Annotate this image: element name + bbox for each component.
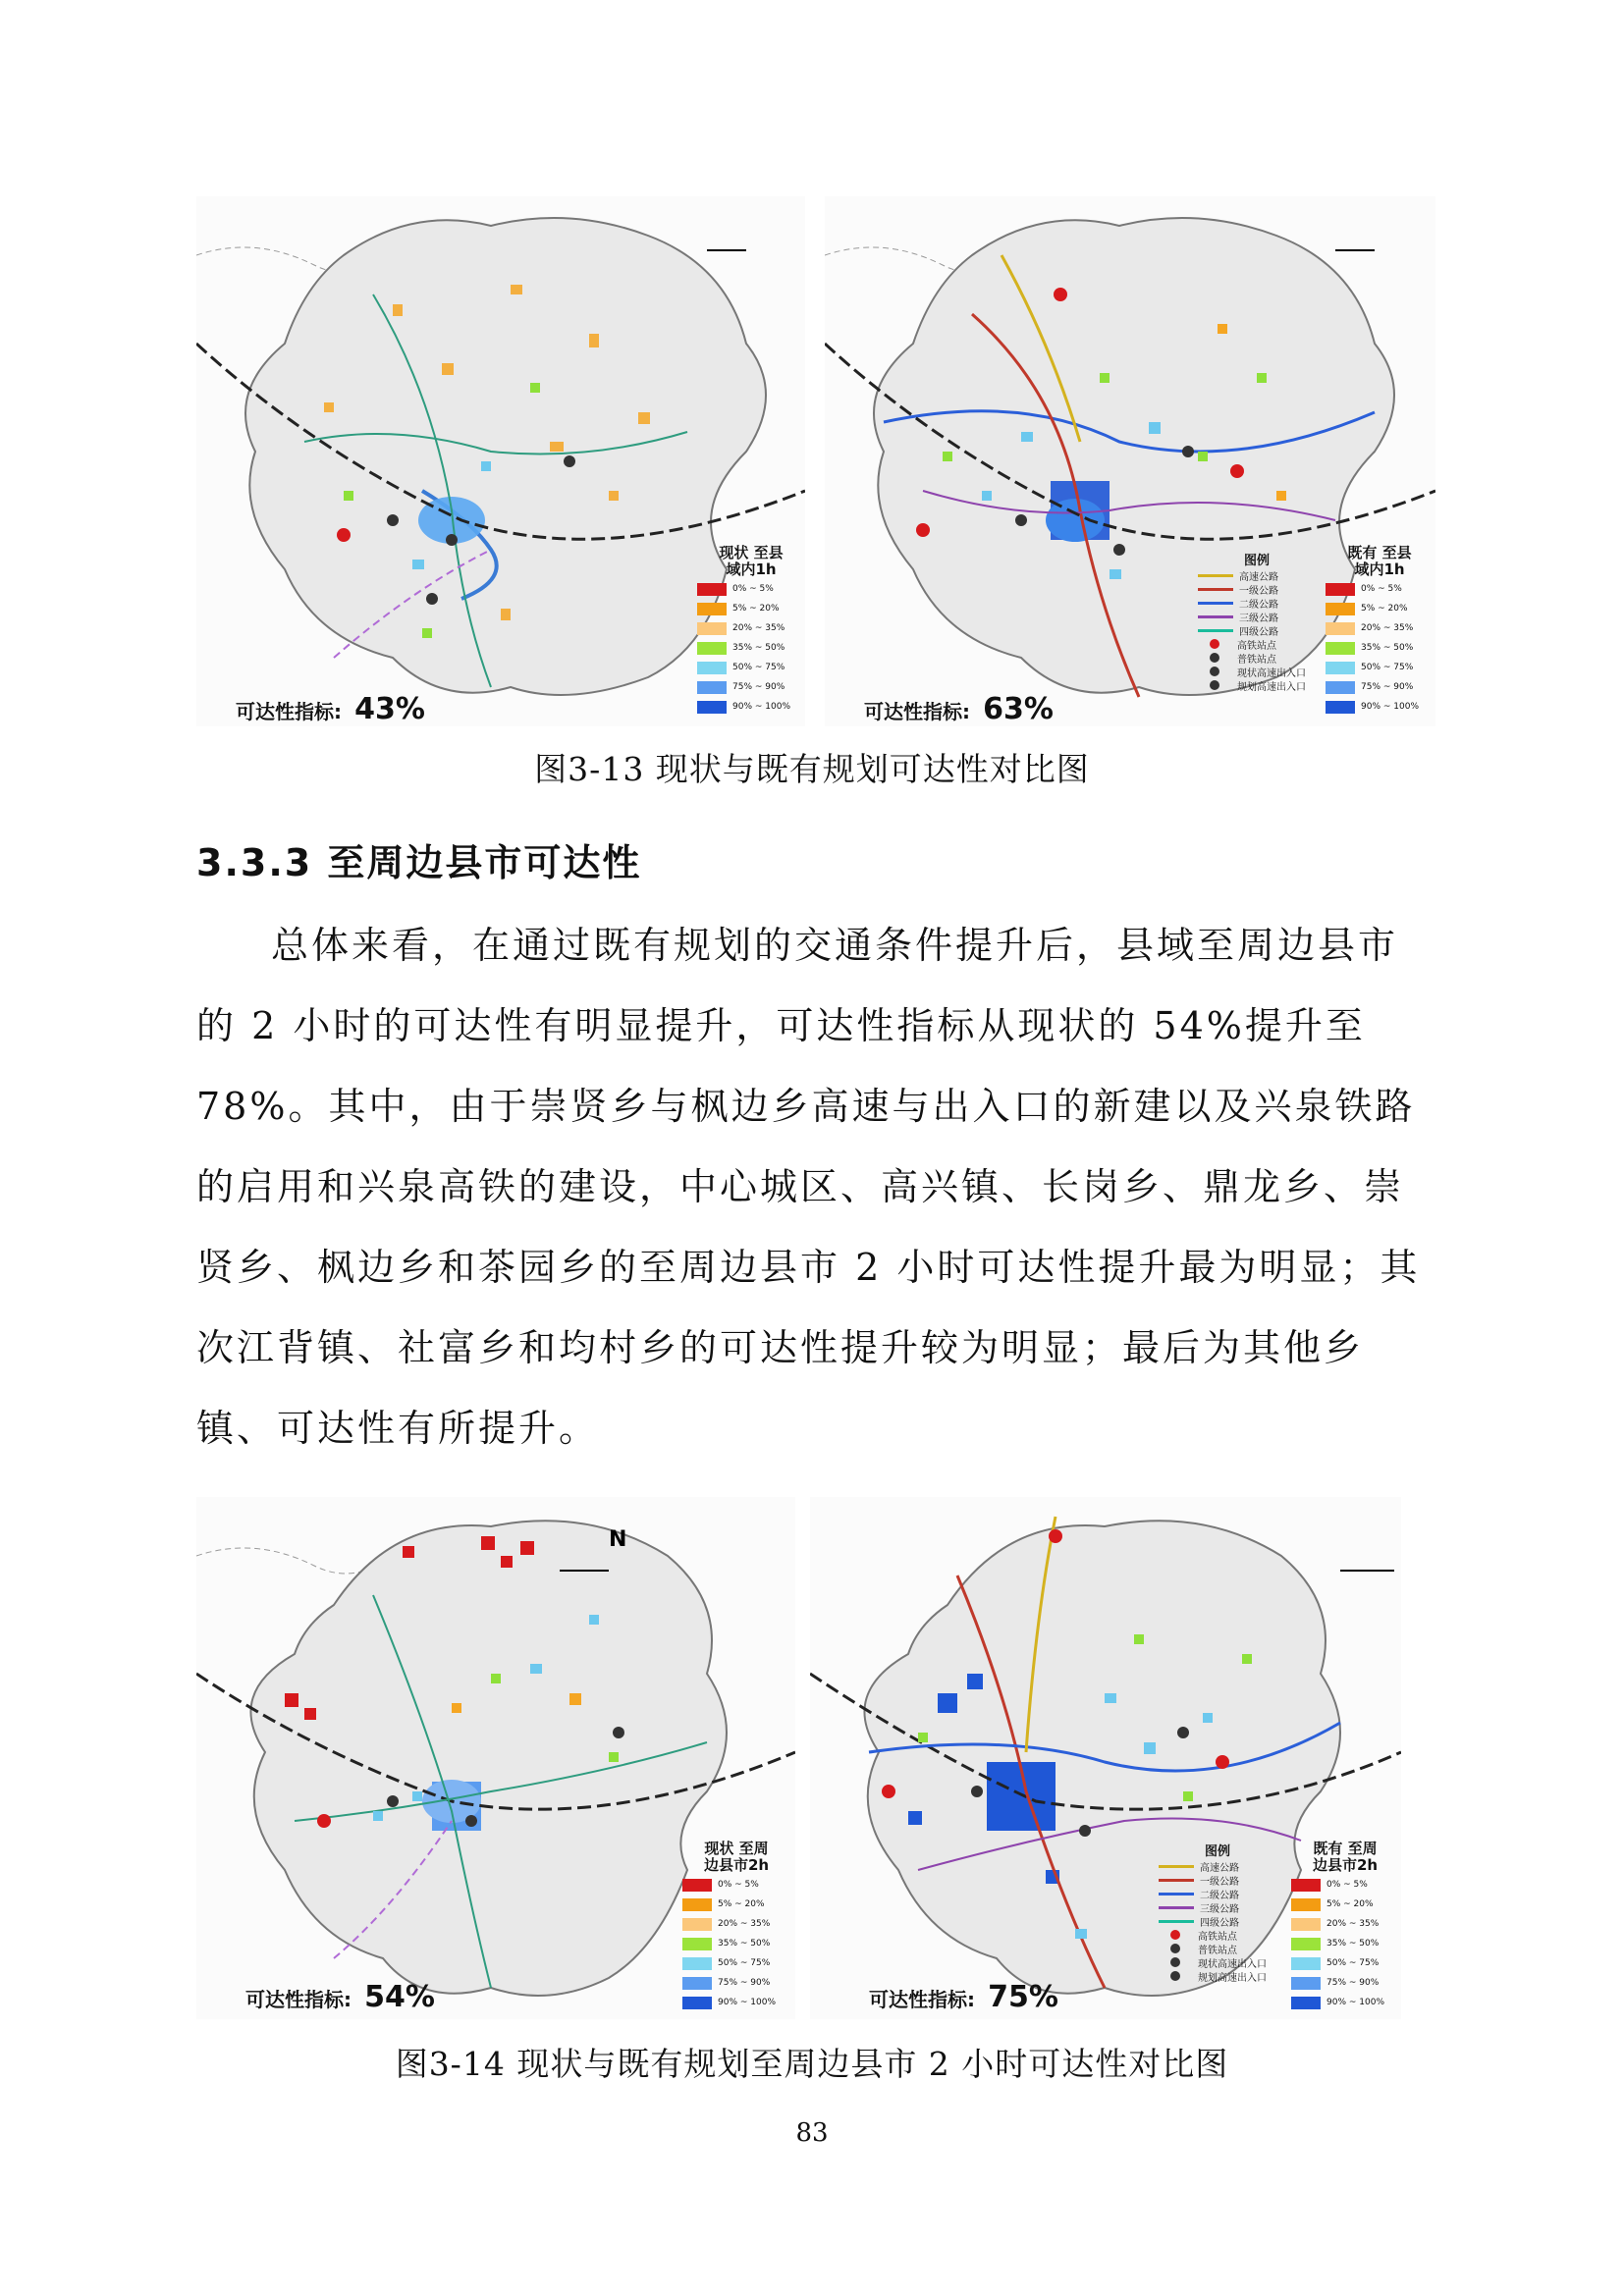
road-legend-item bbox=[1159, 1969, 1276, 1983]
road-legend-label: 现状高速出入口 bbox=[1237, 667, 1306, 679]
station-icon bbox=[1170, 1971, 1180, 1981]
legend-swatch bbox=[697, 662, 727, 674]
road-legend-label: 普铁站点 bbox=[1198, 1945, 1237, 1956]
legend-class-label: 20% ~ 35% bbox=[718, 1919, 771, 1929]
legend-title-line1: 既有 至周 bbox=[1313, 1840, 1378, 1857]
paragraph-line: 的启用和兴泉高铁的建设，中心城区、高兴镇、长岗乡、鼎龙乡、崇 bbox=[196, 1165, 1405, 1208]
legend-class-label: 75% ~ 90% bbox=[732, 682, 785, 692]
road-legend-title: 图例 bbox=[1243, 554, 1270, 568]
legend-class-label: 0% ~ 5% bbox=[1326, 1880, 1368, 1890]
road-legend-item bbox=[1198, 582, 1316, 596]
road-legend-item bbox=[1198, 610, 1316, 623]
road-legend-label: 四级公路 bbox=[1200, 1917, 1239, 1929]
road-legend-label: 规划高速出入口 bbox=[1237, 681, 1306, 693]
road-line-icon bbox=[1159, 1920, 1194, 1923]
legend-class-item bbox=[697, 659, 805, 676]
road-legend-item bbox=[1198, 637, 1316, 651]
access-index-label: 可达性指标: bbox=[869, 1988, 975, 2011]
road-legend-title: 图例 bbox=[1204, 1844, 1230, 1859]
station-icon bbox=[1170, 1930, 1180, 1940]
legend-class-item bbox=[1291, 1994, 1399, 2011]
legend-class-label: 90% ~ 100% bbox=[1326, 1998, 1384, 2007]
legend-swatch bbox=[682, 1879, 712, 1892]
road-legend-item bbox=[1198, 596, 1316, 610]
legend-class-list bbox=[1291, 1876, 1399, 2011]
figure-accessibility-1h bbox=[196, 196, 1435, 726]
road-legend-item bbox=[1159, 1914, 1276, 1928]
legend-class-item bbox=[697, 698, 805, 716]
legend-class-item bbox=[697, 619, 805, 637]
road-legend-label: 高铁站点 bbox=[1198, 1931, 1237, 1943]
legend-swatch bbox=[697, 642, 727, 655]
legend-class-label: 90% ~ 100% bbox=[718, 1998, 776, 2007]
legend-title-line1: 既有 至县 bbox=[1347, 544, 1412, 561]
road-legend-item bbox=[1159, 1900, 1276, 1914]
legend-swatch bbox=[1291, 1997, 1321, 2009]
legend-class-label: 5% ~ 20% bbox=[1361, 604, 1408, 614]
legend-class-label: 50% ~ 75% bbox=[1361, 663, 1414, 672]
road-legend-label: 一级公路 bbox=[1239, 585, 1278, 597]
map-planned-1h bbox=[825, 196, 1435, 726]
legend-class-item bbox=[1291, 1876, 1399, 1894]
svg-text:N: N bbox=[609, 1527, 627, 1552]
road-legend bbox=[1198, 550, 1316, 692]
legend-class-label: 5% ~ 20% bbox=[718, 1899, 765, 1909]
legend-current-1h bbox=[697, 545, 805, 716]
legend-swatch bbox=[682, 1898, 712, 1911]
station-icon bbox=[1210, 667, 1219, 676]
road-line-icon bbox=[1159, 1865, 1194, 1868]
legend-swatch bbox=[1326, 622, 1355, 635]
legend-class-label: 0% ~ 5% bbox=[732, 584, 774, 594]
road-legend-label: 现状高速出入口 bbox=[1198, 1958, 1267, 1970]
legend-swatch bbox=[697, 701, 727, 714]
road-legend-label: 四级公路 bbox=[1239, 626, 1278, 638]
road-legend-item bbox=[1159, 1887, 1276, 1900]
map-current-2h bbox=[196, 1497, 795, 2019]
legend-class-item bbox=[1326, 580, 1434, 598]
legend-swatch bbox=[682, 1997, 712, 2009]
legend-class-item bbox=[1291, 1974, 1399, 1992]
access-index-value: 43% bbox=[354, 692, 425, 726]
legend-class-item bbox=[1326, 600, 1434, 617]
legend-swatch bbox=[697, 603, 727, 615]
legend-title-line2: 域内1h bbox=[726, 561, 777, 578]
road-line-icon bbox=[1198, 588, 1233, 591]
legend-class-item bbox=[1291, 1935, 1399, 1952]
road-legend-label: 普铁站点 bbox=[1237, 654, 1276, 666]
paragraph-line: 总体来看，在通过既有规划的交通条件提升后，县域至周边县市 bbox=[271, 924, 1399, 967]
station-icon bbox=[1210, 680, 1219, 690]
legend-class-label: 75% ~ 90% bbox=[718, 1978, 771, 1988]
road-legend bbox=[1159, 1841, 1276, 1983]
road-line-icon bbox=[1198, 615, 1233, 618]
legend-class-label: 75% ~ 90% bbox=[1326, 1978, 1380, 1988]
legend-class-label: 75% ~ 90% bbox=[1361, 682, 1414, 692]
legend-class-list bbox=[1326, 580, 1434, 716]
legend-title-line1: 现状 至周 bbox=[704, 1840, 769, 1857]
legend-swatch bbox=[1326, 681, 1355, 694]
road-legend-item bbox=[1159, 1928, 1276, 1942]
legend-class-label: 50% ~ 75% bbox=[718, 1958, 771, 1968]
access-index-value: 54% bbox=[364, 1980, 435, 2014]
legend-class-label: 50% ~ 75% bbox=[1326, 1958, 1380, 1968]
legend-class-label: 0% ~ 5% bbox=[718, 1880, 759, 1890]
map-planned-2h bbox=[810, 1497, 1401, 2019]
page-number: 83 bbox=[795, 2118, 829, 2148]
legend-class-label: 0% ~ 5% bbox=[1361, 584, 1402, 594]
access-index bbox=[869, 1980, 1058, 2014]
figure-caption-2: 图3-14 现状与既有规划至周边县市 2 小时可达性对比图 bbox=[395, 2045, 1229, 2083]
access-index bbox=[864, 692, 1054, 726]
station-icon bbox=[1210, 653, 1219, 663]
road-legend-label: 二级公路 bbox=[1239, 599, 1278, 611]
road-legend-label: 三级公路 bbox=[1239, 613, 1278, 624]
road-line-icon bbox=[1159, 1879, 1194, 1882]
legend-swatch bbox=[1326, 583, 1355, 596]
legend-class-item bbox=[1291, 1896, 1399, 1913]
road-line-icon bbox=[1198, 602, 1233, 605]
legend-class-label: 35% ~ 50% bbox=[732, 643, 785, 653]
legend-swatch bbox=[697, 583, 727, 596]
road-legend-item bbox=[1198, 623, 1316, 637]
legend-class-label: 90% ~ 100% bbox=[1361, 702, 1419, 712]
legend-class-item bbox=[682, 1974, 790, 1992]
road-line-icon bbox=[1159, 1906, 1194, 1909]
legend-planned-2h bbox=[1291, 1841, 1399, 2011]
legend-class-item bbox=[682, 1935, 790, 1952]
paragraph-line: 镇、可达性有所提升。 bbox=[196, 1407, 600, 1450]
section-heading: 3.3.3 至周边县市可达性 bbox=[196, 841, 642, 884]
road-legend-item bbox=[1198, 651, 1316, 665]
legend-class-label: 90% ~ 100% bbox=[732, 702, 790, 712]
road-legend-list bbox=[1159, 1859, 1276, 1983]
figure-accessibility-2h bbox=[196, 1497, 1401, 2019]
legend-swatch bbox=[682, 1957, 712, 1970]
access-index bbox=[236, 692, 425, 726]
legend-class-item bbox=[682, 1954, 790, 1972]
road-legend-item bbox=[1159, 1942, 1276, 1955]
legend-class-item bbox=[697, 580, 805, 598]
road-legend-label: 高速公路 bbox=[1200, 1862, 1239, 1874]
legend-swatch bbox=[682, 1938, 712, 1950]
legend-class-item bbox=[682, 1896, 790, 1913]
access-index-label: 可达性指标: bbox=[236, 700, 342, 723]
paragraph-line: 次江背镇、社富乡和均村乡的可达性提升较为明显；最后为其他乡 bbox=[196, 1326, 1365, 1369]
legend-swatch bbox=[1326, 603, 1355, 615]
legend-class-list bbox=[697, 580, 805, 716]
legend-class-item bbox=[1326, 619, 1434, 637]
road-legend-item bbox=[1198, 568, 1316, 582]
legend-planned-1h bbox=[1326, 545, 1434, 716]
road-legend-label: 高速公路 bbox=[1239, 571, 1278, 583]
legend-title-line2: 边县市2h bbox=[703, 1856, 770, 1874]
map-current-1h bbox=[196, 196, 805, 726]
legend-class-label: 5% ~ 20% bbox=[732, 604, 780, 614]
legend-swatch bbox=[697, 622, 727, 635]
road-legend-item bbox=[1198, 678, 1316, 692]
legend-swatch bbox=[1291, 1918, 1321, 1931]
legend-swatch bbox=[1291, 1938, 1321, 1950]
legend-class-label: 35% ~ 50% bbox=[718, 1939, 771, 1949]
station-icon bbox=[1210, 639, 1219, 649]
station-icon bbox=[1170, 1944, 1180, 1953]
legend-class-item bbox=[697, 639, 805, 657]
legend-swatch bbox=[682, 1918, 712, 1931]
road-legend-label: 三级公路 bbox=[1200, 1903, 1239, 1915]
road-legend-item bbox=[1198, 665, 1316, 678]
road-line-icon bbox=[1198, 574, 1233, 577]
legend-swatch bbox=[1326, 701, 1355, 714]
road-legend-item bbox=[1159, 1955, 1276, 1969]
legend-class-label: 20% ~ 35% bbox=[1361, 623, 1414, 633]
paragraph-line: 的 2 小时的可达性有明显提升，可达性指标从现状的 54%提升至 bbox=[196, 1004, 1366, 1047]
legend-swatch bbox=[1291, 1957, 1321, 1970]
legend-current-2h bbox=[682, 1841, 790, 2011]
legend-class-label: 35% ~ 50% bbox=[1361, 643, 1414, 653]
legend-class-item bbox=[682, 1876, 790, 1894]
road-legend-label: 二级公路 bbox=[1200, 1890, 1239, 1901]
legend-swatch bbox=[1291, 1879, 1321, 1892]
road-legend-label: 规划高速出入口 bbox=[1198, 1972, 1267, 1984]
legend-class-item bbox=[1326, 639, 1434, 657]
road-line-icon bbox=[1198, 629, 1233, 632]
legend-swatch bbox=[1291, 1898, 1321, 1911]
legend-swatch bbox=[682, 1977, 712, 1990]
road-legend-label: 高铁站点 bbox=[1237, 640, 1276, 652]
legend-class-item bbox=[1326, 698, 1434, 716]
figure-caption-1: 图3-13 现状与既有规划可达性对比图 bbox=[534, 750, 1090, 788]
legend-class-item bbox=[697, 678, 805, 696]
legend-class-item bbox=[1291, 1915, 1399, 1933]
legend-class-item bbox=[697, 600, 805, 617]
road-legend-item bbox=[1159, 1859, 1276, 1873]
station-icon bbox=[1170, 1957, 1180, 1967]
access-index-value: 75% bbox=[988, 1980, 1058, 2014]
access-index-label: 可达性指标: bbox=[864, 700, 970, 723]
legend-class-label: 35% ~ 50% bbox=[1326, 1939, 1380, 1949]
legend-class-item bbox=[1326, 659, 1434, 676]
legend-swatch bbox=[697, 681, 727, 694]
road-legend-label: 一级公路 bbox=[1200, 1876, 1239, 1888]
access-index-value: 63% bbox=[983, 692, 1054, 726]
legend-class-item bbox=[682, 1994, 790, 2011]
access-index bbox=[245, 1980, 435, 2014]
road-line-icon bbox=[1159, 1893, 1194, 1896]
body-paragraph bbox=[196, 905, 1434, 1468]
legend-class-list bbox=[682, 1876, 790, 2011]
road-legend-list bbox=[1198, 568, 1316, 692]
legend-swatch bbox=[1326, 642, 1355, 655]
road-legend-item bbox=[1159, 1873, 1276, 1887]
legend-class-label: 50% ~ 75% bbox=[732, 663, 785, 672]
legend-title-line2: 边县市2h bbox=[1312, 1856, 1379, 1874]
legend-title-line2: 域内1h bbox=[1354, 561, 1405, 578]
legend-class-label: 5% ~ 20% bbox=[1326, 1899, 1374, 1909]
legend-class-label: 20% ~ 35% bbox=[1326, 1919, 1380, 1929]
legend-class-item bbox=[1291, 1954, 1399, 1972]
paragraph-line: 贤乡、枫边乡和茶园乡的至周边县市 2 小时可达性提升最为明显；其 bbox=[196, 1246, 1421, 1289]
legend-title-line1: 现状 至县 bbox=[719, 544, 784, 561]
legend-swatch bbox=[1291, 1977, 1321, 1990]
legend-class-item bbox=[682, 1915, 790, 1933]
legend-class-label: 20% ~ 35% bbox=[732, 623, 785, 633]
paragraph-line: 78%。其中，由于崇贤乡与枫边乡高速与出入口的新建以及兴泉铁路 bbox=[196, 1085, 1416, 1128]
legend-swatch bbox=[1326, 662, 1355, 674]
access-index-label: 可达性指标: bbox=[245, 1988, 352, 2011]
legend-class-item bbox=[1326, 678, 1434, 696]
